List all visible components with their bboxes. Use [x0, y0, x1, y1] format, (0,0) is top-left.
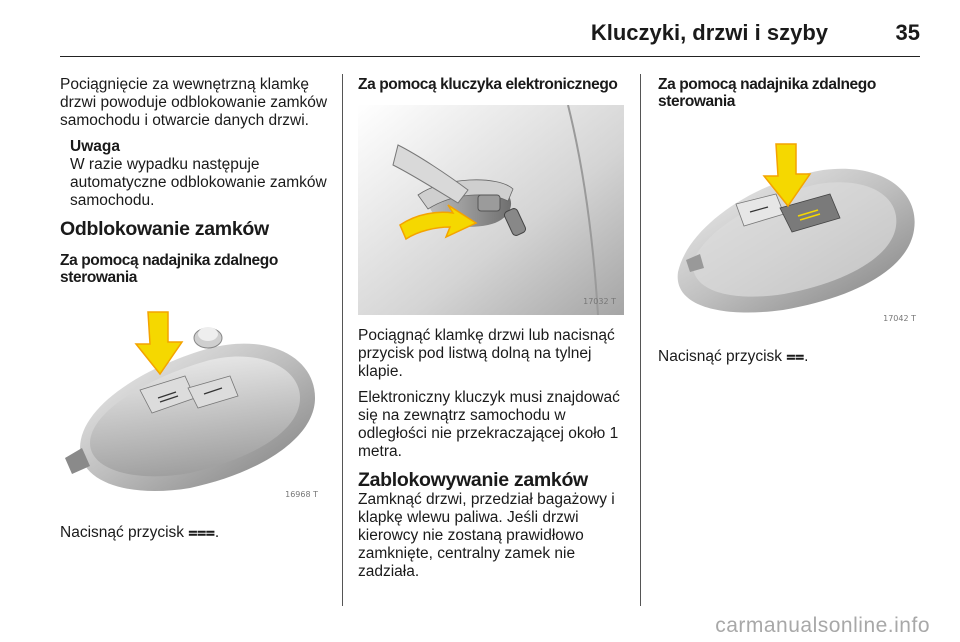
figure-code: 17032 T — [583, 297, 616, 306]
note-text: W razie wypadku następuje automatyczne odblokowanie zamków samochodu. — [70, 156, 327, 209]
instruction-text: Nacisnąć przycisk — [60, 524, 185, 541]
watermark: carmanualsonline.info — [715, 614, 930, 637]
note-title: Uwaga — [70, 138, 120, 155]
remote-key-lock-illustration — [658, 122, 924, 332]
figure-code: 16968 T — [285, 490, 318, 499]
paragraph-close-doors: Zamknąć drzwi, przedział bagażowy i klapkę wlewu paliwa. Jeśli drzwi kierowcy nie zostaną prawidłowo zamknięte, centralny zamek nie zadziała. — [358, 491, 615, 580]
remote-lock-figure — [658, 122, 924, 332]
unlock-button-icon: ⩶ — [188, 524, 215, 541]
column-divider — [640, 74, 641, 606]
remote-unlock-figure — [60, 298, 326, 508]
figure-code: 17042 T — [883, 314, 916, 323]
page-number: 35 — [895, 20, 920, 45]
column-divider — [342, 74, 343, 606]
lock-button-icon: ⩵ — [786, 348, 805, 365]
instruction-end: . — [214, 524, 220, 541]
instruction-text: Nacisnąć przycisk — [658, 348, 783, 365]
subheading-remote-lock: Za pomocą nadajnika zdalnego sterowania — [658, 76, 876, 110]
instruction-unlock — [60, 524, 328, 542]
column-right — [658, 76, 926, 374]
door-handle-figure — [358, 105, 624, 315]
note-box — [70, 138, 328, 210]
paragraph-pull-handle: Pociągnąć klamkę drzwi lub nacisnąć przycisk pod listwą dolną na tylnej klapie. — [358, 327, 615, 380]
instruction-lock — [658, 348, 926, 366]
page-title: Kluczyki, drzwi i szyby — [590, 20, 828, 45]
subheading-remote-unlock: Za pomocą nadajnika zdalnego sterowania — [60, 252, 278, 286]
subheading-electronic-key: Za pomocą kluczyka elektronicznego — [358, 76, 618, 93]
section-heading-unlock: Odblokowanie zamków — [60, 218, 269, 240]
instruction-end: . — [804, 348, 809, 365]
section-heading-lock: Zablokowywanie zamków — [358, 469, 588, 491]
intro-paragraph: Pociągnięcie za wewnętrzną klamkę drzwi powoduje odblokowanie zamków samochodu i otwarcie danych drzwi. — [60, 76, 328, 129]
remote-key-illustration — [60, 298, 326, 508]
door-handle-illustration — [358, 105, 624, 315]
page-header — [60, 16, 920, 57]
column-left — [60, 76, 328, 550]
paragraph-key-distance: Elektroniczny kluczyk musi znajdować się na zewnątrz samochodu w odległości nie przekraczającej około 1 metra. — [358, 389, 620, 460]
column-middle — [358, 76, 626, 589]
